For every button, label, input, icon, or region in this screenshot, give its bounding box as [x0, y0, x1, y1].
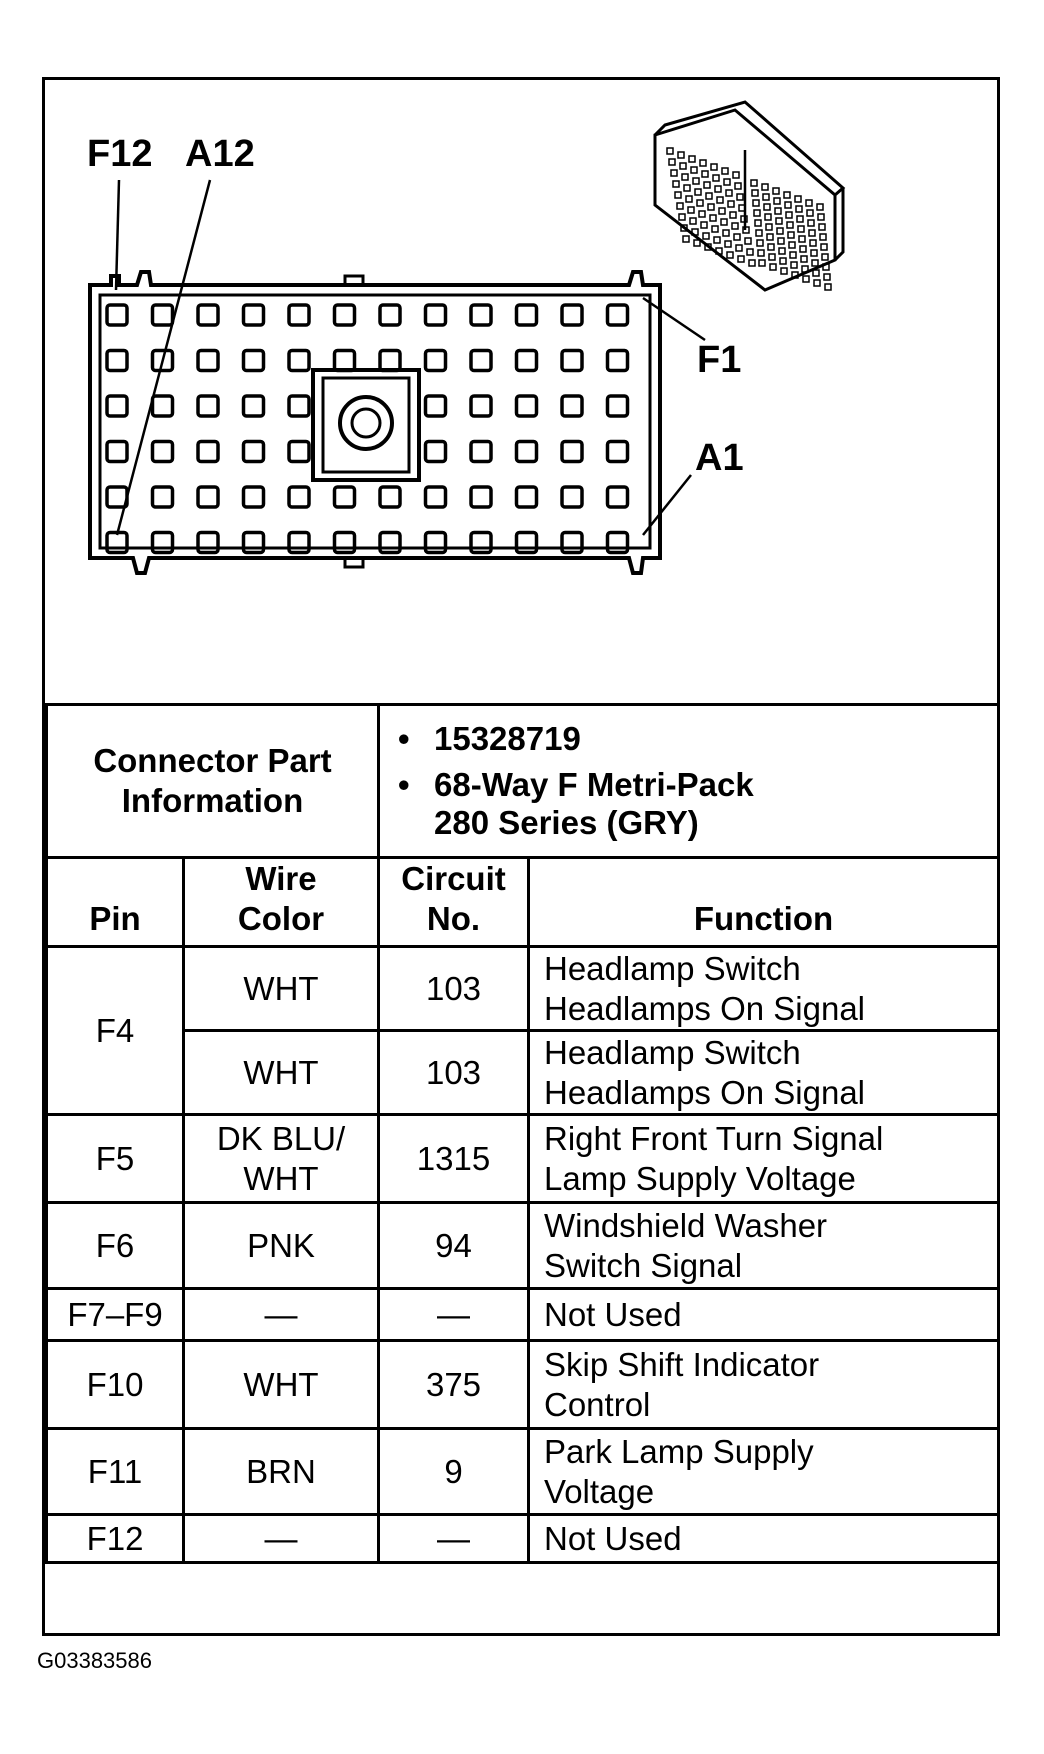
- wire-color-cell: DK BLU/ WHT: [184, 1115, 379, 1203]
- sketch-cell: [819, 224, 825, 230]
- pin-cavity: [562, 396, 582, 416]
- pin-cavity: [198, 442, 218, 462]
- sketch-cell: [721, 219, 727, 225]
- pin-cavity: [517, 351, 537, 371]
- sketch-cell: [717, 197, 723, 203]
- sketch-cell: [671, 170, 677, 176]
- sketch-cell: [710, 215, 716, 221]
- sketch-cell: [726, 190, 732, 196]
- sketch-cell: [775, 208, 781, 214]
- pin-cavity: [107, 351, 127, 371]
- table-row: [47, 1031, 999, 1115]
- header-circuit-no: Circuit No.: [379, 858, 529, 947]
- pin-cell: F7–F9: [47, 1289, 184, 1341]
- connector-info-items: [379, 705, 999, 858]
- sketch-cell: [763, 194, 769, 200]
- header-wire-color: Wire Color: [184, 858, 379, 947]
- pin-cavity: [335, 351, 355, 371]
- circuit-cell: —: [379, 1289, 529, 1341]
- sketch-cell: [679, 214, 685, 220]
- sketch-cell: [770, 264, 776, 270]
- sketch-cell: [759, 260, 765, 266]
- sketch-cell: [762, 184, 768, 190]
- sketch-cell: [800, 246, 806, 252]
- sketch-cell: [820, 234, 826, 240]
- pin-cell: F11: [47, 1429, 184, 1515]
- pin-cavity: [471, 487, 491, 507]
- sketch-cell: [724, 179, 730, 185]
- pin-cavity: [107, 442, 127, 462]
- pin-cavity: [289, 351, 309, 371]
- pin-cavity: [517, 487, 537, 507]
- sketch-cell: [822, 254, 828, 260]
- pin-cavity: [380, 351, 400, 371]
- pin-cavity: [426, 305, 446, 325]
- sketch-cell: [690, 218, 696, 224]
- pin-cavity: [517, 442, 537, 462]
- sketch-cell: [745, 238, 751, 244]
- table-row: [47, 1289, 999, 1341]
- pin-cavity: [198, 487, 218, 507]
- pin-cavity: [380, 305, 400, 325]
- sketch-cell: [795, 196, 801, 202]
- function-cell: Headlamp Switch Headlamps On Signal: [529, 947, 999, 1031]
- sketch-cell: [758, 250, 764, 256]
- info-item-continued: 280 Series (GRY): [434, 804, 699, 841]
- sketch-cell: [751, 180, 757, 186]
- sketch-cell: [680, 163, 686, 169]
- pin-cavity: [153, 396, 173, 416]
- sketch-cell: [769, 254, 775, 260]
- circuit-cell: —: [379, 1515, 529, 1563]
- sketch-cell: [825, 284, 831, 290]
- pin-cavity: [562, 305, 582, 325]
- sketch-cell: [824, 274, 830, 280]
- sketch-cell: [733, 172, 739, 178]
- connector-info-title: Connector Part Information: [47, 705, 379, 858]
- pin-cavity: [562, 351, 582, 371]
- sketch-cell: [667, 148, 673, 154]
- pin-cavity: [426, 442, 446, 462]
- pin-cavity: [153, 305, 173, 325]
- pin-grid: [107, 305, 628, 553]
- pin-cavity: [289, 396, 309, 416]
- connector-table: [45, 703, 1000, 1564]
- sketch-cell: [749, 260, 755, 266]
- sketch-cell: [807, 210, 813, 216]
- sketch-cell: [796, 206, 802, 212]
- pin-cell: F10: [47, 1341, 184, 1429]
- sketch-cell: [818, 214, 824, 220]
- sketch-cell: [814, 280, 820, 286]
- function-cell: Not Used: [529, 1289, 999, 1341]
- sketch-cell: [732, 223, 738, 229]
- pin-cavity: [517, 396, 537, 416]
- sketch-cell: [686, 196, 692, 202]
- connector-perspective-sketch: [655, 102, 843, 290]
- table-row: [47, 1515, 999, 1563]
- pin-cavity: [244, 442, 264, 462]
- sketch-cell: [723, 230, 729, 236]
- sketch-cell: [773, 188, 779, 194]
- connector-face-diagram: [45, 80, 997, 703]
- circuit-cell: 103: [379, 947, 529, 1031]
- sketch-cell: [706, 193, 712, 199]
- sketch-cell: [714, 237, 720, 243]
- sketch-cell: [801, 256, 807, 262]
- pin-cell: F5: [47, 1115, 184, 1203]
- sketch-cell: [678, 152, 684, 158]
- pin-cavity: [198, 351, 218, 371]
- sketch-cell: [704, 182, 710, 188]
- circuit-cell: 94: [379, 1203, 529, 1289]
- sketch-cell: [734, 234, 740, 240]
- sketch-cell: [669, 159, 675, 165]
- label-a12: A12: [185, 133, 255, 175]
- pin-cavity: [198, 396, 218, 416]
- pin-cavity: [562, 487, 582, 507]
- label-f1: F1: [697, 339, 742, 381]
- circuit-cell: 103: [379, 1031, 529, 1115]
- wire-color-cell: BRN: [184, 1429, 379, 1515]
- sketch-cell: [810, 240, 816, 246]
- sketch-cell: [808, 220, 814, 226]
- sketch-cell: [780, 258, 786, 264]
- function-cell: Headlamp Switch Headlamps On Signal: [529, 1031, 999, 1115]
- sketch-cell: [693, 178, 699, 184]
- sketch-cell: [722, 168, 728, 174]
- sketch-cell: [747, 249, 753, 255]
- sketch-cell: [790, 252, 796, 258]
- sketch-cell: [701, 222, 707, 228]
- sketch-cell: [778, 238, 784, 244]
- pin-cavity: [289, 487, 309, 507]
- pin-cavity: [608, 305, 628, 325]
- pin-cell: F12: [47, 1515, 184, 1563]
- sketch-cell: [752, 190, 758, 196]
- pin-cavity: [471, 351, 491, 371]
- sketch-cell: [699, 211, 705, 217]
- sketch-cell: [728, 201, 734, 207]
- sketch-cell: [786, 212, 792, 218]
- pin-cavity: [426, 351, 446, 371]
- sketch-cell: [697, 200, 703, 206]
- function-cell: Park Lamp Supply Voltage: [529, 1429, 999, 1515]
- circuit-cell: 1315: [379, 1115, 529, 1203]
- function-cell: Right Front Turn Signal Lamp Supply Voltage: [529, 1115, 999, 1203]
- pin-cavity: [608, 351, 628, 371]
- label-f12: F12: [87, 133, 153, 175]
- pin-cavity: [153, 487, 173, 507]
- wire-color-cell: PNK: [184, 1203, 379, 1289]
- pin-cavity: [608, 396, 628, 416]
- sketch-cell: [737, 194, 743, 200]
- pin-cavity: [608, 487, 628, 507]
- pin-cavity: [380, 487, 400, 507]
- sketch-cell: [768, 244, 774, 250]
- wire-color-cell: —: [184, 1289, 379, 1341]
- wire-color-cell: WHT: [184, 1341, 379, 1429]
- wire-color-cell: WHT: [184, 1031, 379, 1115]
- sketch-cell: [756, 230, 762, 236]
- pin-cavity: [244, 487, 264, 507]
- sketch-cell: [736, 245, 742, 251]
- sketch-cell: [812, 260, 818, 266]
- sketch-cell: [764, 204, 770, 210]
- sketch-cell: [774, 198, 780, 204]
- pin-cavity: [244, 351, 264, 371]
- info-item: • 68-Way F Metri-Pack: [398, 766, 754, 803]
- sketch-cell: [813, 270, 819, 276]
- sketch-cell: [821, 244, 827, 250]
- sketch-cell: [727, 252, 733, 258]
- figure-id: G03383586: [37, 1648, 152, 1673]
- pin-cell: F4: [47, 947, 184, 1115]
- sketch-cell: [809, 230, 815, 236]
- sketch-cell: [719, 208, 725, 214]
- pin-cavity: [335, 305, 355, 325]
- pin-cavity: [426, 487, 446, 507]
- sketch-cell: [765, 214, 771, 220]
- function-cell: Not Used: [529, 1515, 999, 1563]
- pin-cavity: [107, 305, 127, 325]
- sketch-cell: [738, 256, 744, 262]
- sketch-cell: [755, 220, 761, 226]
- sketch-cell: [777, 228, 783, 234]
- wire-color-cell: —: [184, 1515, 379, 1563]
- sketch-cell: [688, 207, 694, 213]
- sketch-cell: [684, 185, 690, 191]
- connector-body: [90, 272, 660, 573]
- sketch-cell: [797, 216, 803, 222]
- sketch-cell: [791, 262, 797, 268]
- wire-color-cell: WHT: [184, 947, 379, 1031]
- pin-cavity: [517, 305, 537, 325]
- sketch-cell: [754, 210, 760, 216]
- sketch-cell: [691, 167, 697, 173]
- sketch-cell: [799, 236, 805, 242]
- sketch-cell: [730, 212, 736, 218]
- sketch-cell: [712, 226, 718, 232]
- circuit-cell: 9: [379, 1429, 529, 1515]
- sketch-cell: [798, 226, 804, 232]
- header-function: Function: [529, 858, 999, 947]
- sketch-cell: [700, 160, 706, 166]
- sketch-cell: [806, 200, 812, 206]
- figure-frame: [42, 77, 1000, 1636]
- sketch-cell: [766, 224, 772, 230]
- sketch-cell: [817, 204, 823, 210]
- sketch-cell: [715, 186, 721, 192]
- sketch-cell: [788, 232, 794, 238]
- function-cell: Skip Shift Indicator Control: [529, 1341, 999, 1429]
- table-row: [47, 1203, 999, 1289]
- pin-cavity: [244, 305, 264, 325]
- pin-cavity: [244, 396, 264, 416]
- label-a1: A1: [695, 437, 744, 479]
- pin-cavity: [471, 396, 491, 416]
- sketch-cell: [757, 240, 763, 246]
- sketch-cell: [784, 192, 790, 198]
- pin-cavity: [289, 442, 309, 462]
- sketch-cell: [803, 276, 809, 282]
- pin-cavity: [153, 442, 173, 462]
- sketch-cell: [695, 189, 701, 195]
- pin-cavity: [335, 487, 355, 507]
- sketch-cell: [713, 175, 719, 181]
- header-pin: Pin: [47, 858, 184, 947]
- function-cell: Windshield Washer Switch Signal: [529, 1203, 999, 1289]
- pin-cavity: [562, 442, 582, 462]
- pin-cavity: [471, 305, 491, 325]
- sketch-cell: [811, 250, 817, 256]
- pin-cavity: [608, 442, 628, 462]
- sketch-cell: [682, 174, 688, 180]
- sketch-cell: [677, 203, 683, 209]
- sketch-cell: [703, 233, 709, 239]
- info-item: • 15328719: [398, 720, 581, 757]
- pin-cavity: [289, 305, 309, 325]
- sketch-cell: [781, 268, 787, 274]
- pin-cavity: [198, 305, 218, 325]
- sketch-cell: [675, 192, 681, 198]
- pin-cell: F6: [47, 1203, 184, 1289]
- sketch-cell: [708, 204, 714, 210]
- sketch-cell: [789, 242, 795, 248]
- sketch-cell: [673, 181, 679, 187]
- table-row: [47, 1341, 999, 1429]
- table-row: [47, 1115, 999, 1203]
- sketch-cell: [779, 248, 785, 254]
- sketch-cell: [785, 202, 791, 208]
- sketch-cell: [711, 164, 717, 170]
- center-hub: [313, 370, 419, 480]
- sketch-cell: [683, 236, 689, 242]
- table-row: [47, 947, 999, 1031]
- pin-cavity: [471, 442, 491, 462]
- sketch-cell: [689, 156, 695, 162]
- pin-cavity: [107, 396, 127, 416]
- sketch-cell: [767, 234, 773, 240]
- sketch-cell: [735, 183, 741, 189]
- pin-cavity: [426, 396, 446, 416]
- sketch-cell: [776, 218, 782, 224]
- table-header-row: [47, 858, 999, 947]
- sketch-cell: [787, 222, 793, 228]
- circuit-cell: 375: [379, 1341, 529, 1429]
- sketch-cell: [753, 200, 759, 206]
- sketch-cell: [702, 171, 708, 177]
- table-row: [47, 1429, 999, 1515]
- sketch-cell: [725, 241, 731, 247]
